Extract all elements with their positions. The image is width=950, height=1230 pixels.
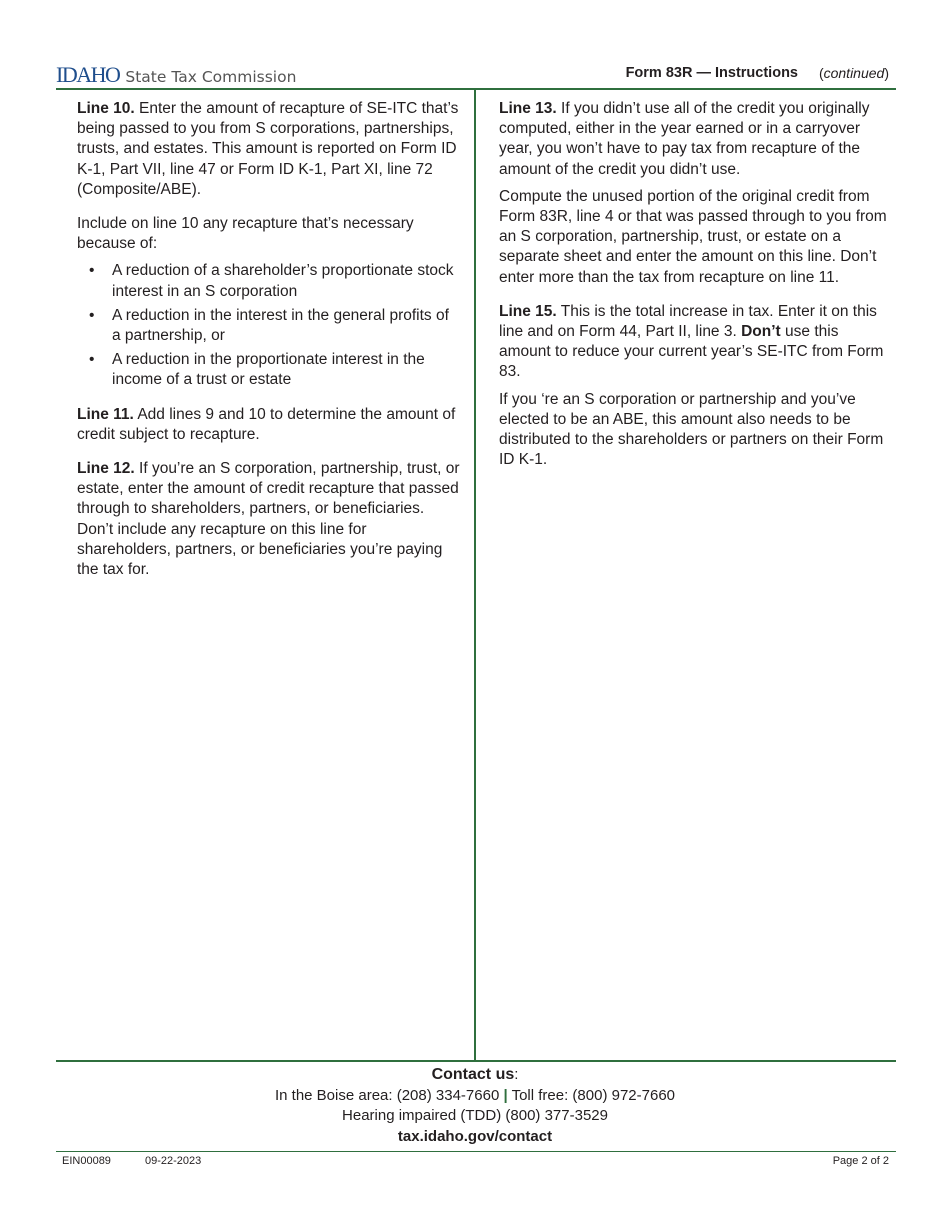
list-item: • A reduction of a shareholder’s proportionate stock interest in an S corporation xyxy=(77,261,461,301)
footer-rule xyxy=(56,1151,896,1152)
contact-url-link[interactable]: tax.idaho.gov/contact xyxy=(397,1127,553,1145)
continued-note: (continued) xyxy=(818,65,889,81)
contact-heading xyxy=(56,1065,894,1086)
form-title: Form 83R — Instructions xyxy=(625,65,798,81)
contact-title: Contact us xyxy=(431,1066,515,1083)
tdd-phone: Hearing impaired (TDD) (800) 377-3529 xyxy=(342,1107,608,1124)
line12-paragraph xyxy=(77,459,461,580)
line12-label: Line 12. xyxy=(77,460,135,478)
list-item: • A reduction in the interest in the general profits of a partnership, or xyxy=(77,306,461,346)
line10-label: Line 10. xyxy=(77,100,135,117)
toll-free-phone: Toll free: (800) 972-7660 xyxy=(511,1086,676,1104)
line15-paragraph xyxy=(499,302,894,383)
contact-phones xyxy=(56,1086,894,1107)
form-date: 09-22-2023 xyxy=(145,1155,202,1167)
line11-label: Line 11. xyxy=(77,405,134,423)
right-column xyxy=(499,99,894,477)
line13-paragraph xyxy=(499,99,894,180)
line12-text: If you’re an S corporation, partnership, trust, or estate, enter the amount of credit recapture that passed through to shareholders, partners, or beneficiaries. Don’t include any recapture on this line for shareholders, partners, or beneficiaries you’re paying the tax for. xyxy=(77,460,460,579)
recapture-reasons-list xyxy=(77,261,461,390)
form-ein: EIN00089 xyxy=(62,1155,111,1167)
phone-separator: | xyxy=(503,1086,508,1104)
line10-text: Enter the amount of recapture of SE-ITC that’s being passed to you from S corporations, partnerships, trusts, and estates. This amount is reported on Form ID K-1, Part VII, line 47 or Form ID K-1, Part XI, line 72 (Composite/ABE). xyxy=(77,100,459,198)
header-rule xyxy=(56,88,896,90)
abe-paragraph: If you ‘re an S corporation or partnership and you’ve elected to be an ABE, this amount also needs to be distributed to the shareholders or partners on their Form ID K-1. xyxy=(499,390,884,469)
line11-text: Add lines 9 and 10 to determine the amount of credit subject to recapture. xyxy=(77,405,456,443)
logo-idaho-wordmark: IDAHO xyxy=(56,62,120,87)
boise-phone: In the Boise area: (208) 334-7660 xyxy=(274,1086,500,1104)
page-header xyxy=(56,60,894,90)
left-column xyxy=(77,99,461,594)
line10-paragraph xyxy=(77,99,461,200)
contact-colon: : xyxy=(514,1066,519,1083)
line15-label: Line 15. xyxy=(499,302,557,320)
line11-paragraph xyxy=(77,405,461,445)
line15-text-b: use this amount to reduce your current year’s SE-ITC from Form 83. xyxy=(499,323,884,381)
continued-text: continued xyxy=(823,65,885,81)
column-divider xyxy=(474,89,476,1061)
contact-rule xyxy=(56,1060,896,1062)
contact-block xyxy=(56,1065,894,1147)
list-item: • A reduction in the proportionate interest in the income of a trust or estate xyxy=(77,350,461,390)
line15-dont: Don’t xyxy=(741,323,781,341)
line13-label: Line 13. xyxy=(499,100,557,117)
agency-logo xyxy=(56,62,296,88)
page-number: Page 2 of 2 xyxy=(832,1155,889,1167)
line15-text-a: This is the total increase in tax. Enter it on this line and on Form 44, Part II, line 3. xyxy=(499,302,877,341)
logo-agency-name: State Tax Commission xyxy=(125,68,297,86)
line13-text: If you didn’t use all of the credit you originally computed, either in the year earned or in a carryover year, you won’t have to pay tax from recapture of the amount of the credit you didn’t use. xyxy=(499,100,870,178)
compute-paragraph: Compute the unused portion of the original credit from Form 83R, line 4 or that was passed through to you from an S corporation, partnership, trust, or estate on a separate sheet and enter the amount on this line. Don’t enter more than the tax from recapture on line 11. xyxy=(499,187,887,286)
include-intro: Include on line 10 any recapture that’s necessary because of: xyxy=(77,215,414,253)
